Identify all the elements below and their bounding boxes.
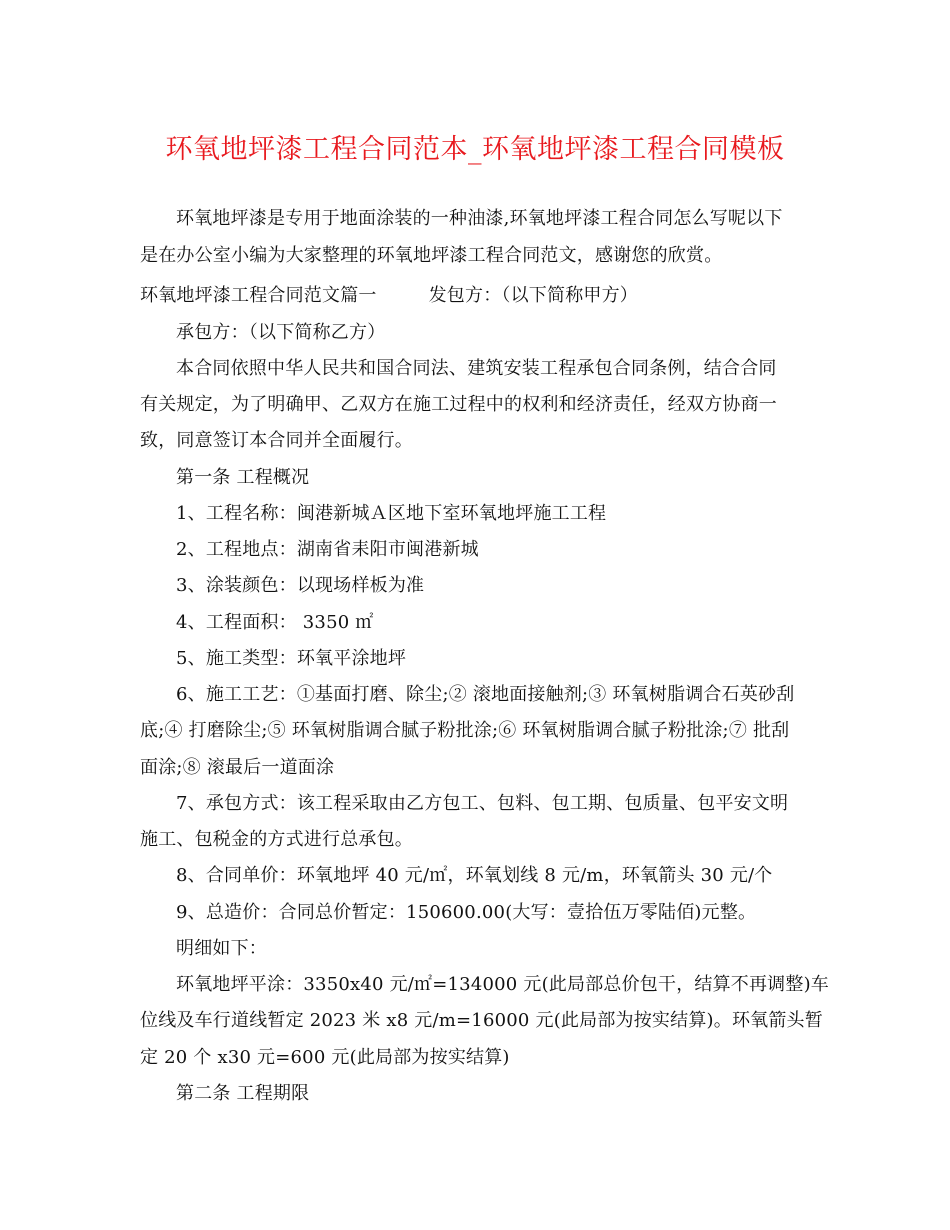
heading-right: 发包方：（以下简称甲方）	[428, 285, 639, 306]
item-1: 1、工程名称：闽港新城Ａ区地下室环氧地坪施工工程	[176, 503, 607, 524]
contractor-line: 承包方：（以下简称乙方）	[176, 322, 386, 343]
item-6-line-2: 底;④ 打磨除尘;⑤ 环氧树脂调合腻子粉批涂;⑥ 环氧树脂调合腻子粉批涂;⑦ 批刮	[140, 720, 790, 741]
basis-line-3: 致，同意签订本合同并全面履行。	[140, 430, 413, 451]
section-heading	[140, 283, 830, 309]
item-5: 5、施工类型：环氧平涂地坪	[176, 648, 407, 669]
item-8: 8、合同单价：环氧地坪 40 元/㎡，环氧划线 8 元/m，环氧箭头 30 元/个	[176, 865, 773, 886]
intro-line-1: 环氧地坪漆是专用于地面涂装的一种油漆,环氧地坪漆工程合同怎么写呢以下	[176, 208, 783, 229]
item-6-line-3: 面涂;⑧ 滚最后一道面涂	[140, 757, 335, 778]
detail-line-3: 定 20 个 x30 元=600 元(此局部为按实结算)	[140, 1047, 510, 1068]
article-2-heading: 第二条 工程期限	[176, 1083, 310, 1104]
item-4: 4、工程面积： 3350 ㎡	[176, 612, 374, 633]
item-7-line-1: 7、承包方式：该工程采取由乙方包工、包料、包工期、包质量、包平安文明	[176, 793, 789, 814]
heading-left: 环氧地坪漆工程合同范文篇一	[140, 285, 377, 306]
item-6-line-1: 6、施工工艺：①基面打磨、除尘;② 滚地面接触剂;③ 环氧树脂调合石英砂刮	[176, 684, 795, 705]
basis-line-1: 本合同依照中华人民共和国合同法、建筑安装工程承包合同条例，结合合同	[176, 358, 777, 379]
article-1-heading: 第一条 工程概况	[176, 467, 310, 488]
basis-line-2: 有关规定，为了明确甲、乙双方在施工过程中的权利和经济责任，经双方协商一	[140, 394, 777, 415]
item-2: 2、工程地点：湖南省耒阳市闽港新城	[176, 539, 479, 560]
detail-label: 明细如下：	[176, 938, 267, 959]
document-title: 环氧地坪漆工程合同范本_环氧地坪漆工程合同模板	[165, 134, 785, 165]
detail-line-1: 环氧地坪平涂：3350x40 元/㎡=134000 元(此局部总价包干，结算不再调整)车	[176, 974, 830, 995]
item-9: 9、总造价：合同总价暂定：150600.00(大写：壹拾伍万零陆佰)元整。	[176, 902, 757, 923]
detail-line-2: 位线及车行道线暂定 2023 米 x8 元/m=16000 元(此局部为按实结算)。环氧箭头暂	[140, 1010, 823, 1031]
intro-line-2: 是在办公室小编为大家整理的环氧地坪漆工程合同范文，感谢您的欣赏。	[140, 245, 723, 266]
item-7-line-2: 施工、包税金的方式进行总承包。	[140, 829, 413, 850]
item-3: 3、涂装颜色：以现场样板为准	[176, 575, 425, 596]
